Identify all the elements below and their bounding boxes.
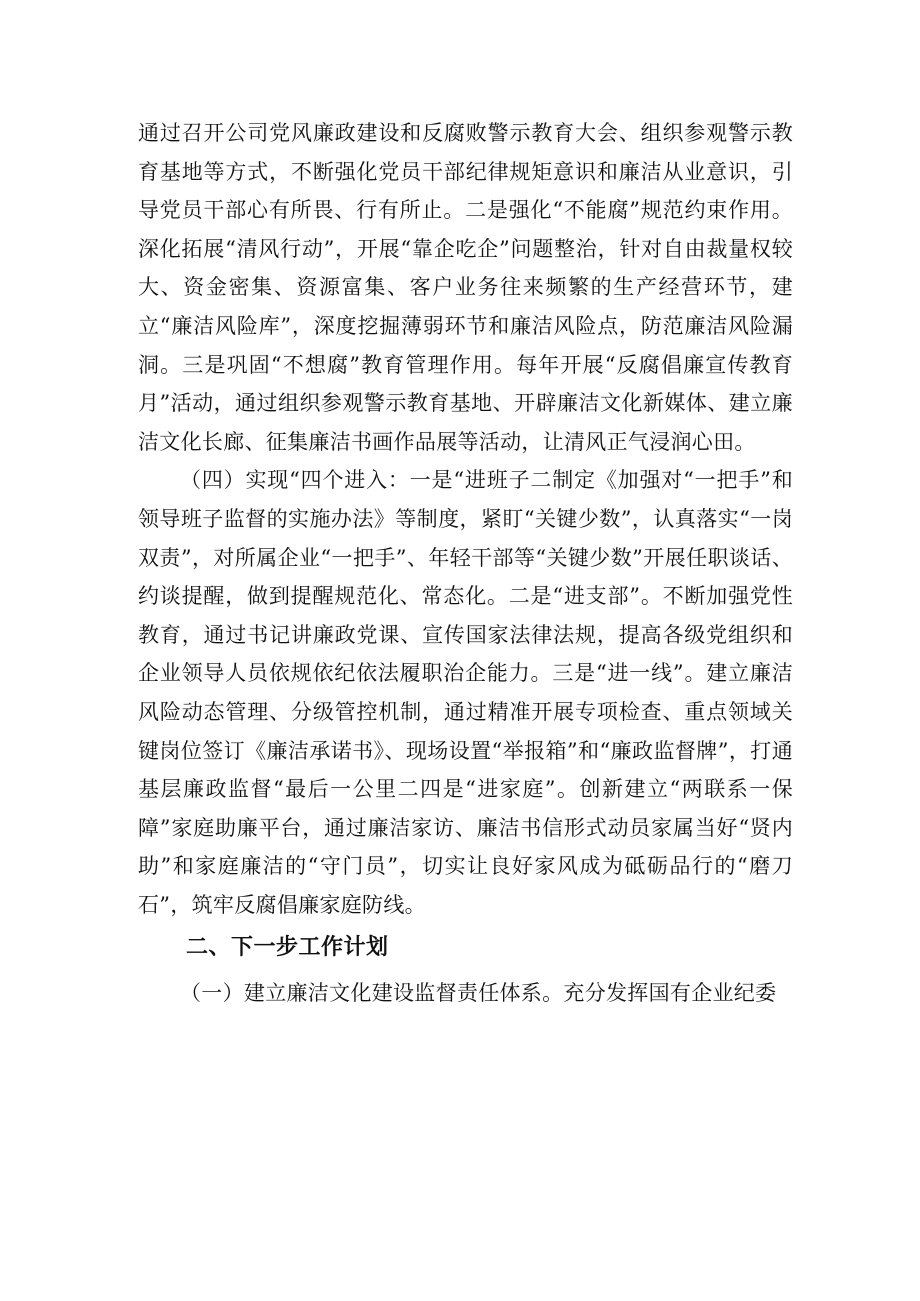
paragraph-continued: 通过召开公司党风廉政建设和反腐败警示教育大会、组织参观警示教育基地等方式，不断强化党员干部纪律规矩意识和廉洁从业意识，引导党员干部心有所畏、行有所止。二是强化“不能腐”规范约束作用。深化拓展“清风行动”，开展“靠企吃企”问题整治，针对自由裁量权较大、资金密集、资源富集、客户业务往来频繁的生产经营环节，建立“廉洁风险库”，深度挖掘薄弱环节和廉洁风险点，防范廉洁风险漏洞。三是巩固“不想腐”教育管理作用。每年开展“反腐倡廉宣传教育月”活动，通过组织参观警示教育基地、开辟廉洁文化新媒体、建立廉洁文化长廊、征集廉洁书画作品展等活动，让清风正气浸润心田。 bbox=[138, 121, 793, 454]
section-heading: 二、下一步工作计划 bbox=[186, 935, 389, 961]
document-body bbox=[138, 114, 793, 1013]
paragraph-plan-one: （一）建立廉洁文化建设监督责任体系。充分发挥国有企业纪委 bbox=[180, 981, 777, 1006]
paragraph-four-entries: （四）实现“四个进入：一是“进班子二制定《加强对“一把手”和领导班子监督的实施办法》等制度，紧盯“关键少数”，认真落实“一岗双责”，对所属企业“一把手”、年轻干部等“关键少数”开展任职谈话、约谈提醒，做到提醒规范化、常态化。二是“进支部”。不断加强党性教育，通过书记讲廉政党课、宣传国家法律法规，提高各级党组织和企业领导人员依规依纪依法履职治企能力。三是“进一线”。建立廉洁风险动态管理、分级管控机制，通过精准开展专项检查、重点领域关键岗位签订《廉洁承诺书》、现场设置“举报箱”和“廉政监督牌”，打通基层廉政监督“最后一公里二四是“进家庭”。创新建立“两联系一保障”家庭助廉平台，通过廉洁家访、廉洁书信形式动员家属当好“贤内助”和家庭廉洁的“守门员”，切实让良好家风成为砥砺品行的“磨刀石”，筑牢反腐倡廉家庭防线。 bbox=[138, 468, 793, 917]
